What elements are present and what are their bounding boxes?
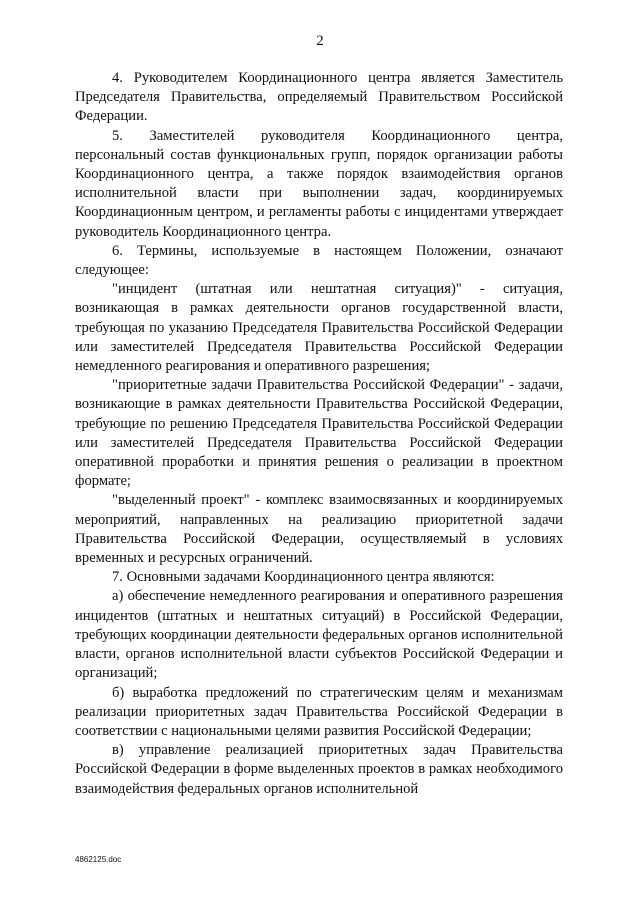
definition-dedicated-project: "выделенный проект" - комплекс взаимосвязанных и координируемых мероприятий, направленных на реализацию приоритетной задачи Правительства Российской Федерации, осуществляемый в условиях временных и ресурсных ограничений.: [75, 492, 563, 567]
page-number: 2: [316, 33, 324, 49]
paragraph-5: 5. Заместителей руководителя Координационного центра, персональный состав функциональных групп, порядок организации работы Координационного центра, а также порядок взаимодействия органов исполнительной власти при выполнении задач, координируемых Координационным центром, и регламенты работы с инцидентами утверждает руководитель Координационного центра.: [75, 127, 563, 240]
item-a: а) обеспечение немедленного реагирования и оперативного разрешения инцидентов (штатных и нештатных ситуаций) в Российской Федерации, требующих координации деятельности федеральных органов исполнительной власти, органов исполнительной власти субъектов Российской Федерации и организаций;: [75, 588, 563, 682]
footer-file-code: 4862125.doc: [75, 855, 122, 864]
document-body: [75, 69, 563, 799]
definition-priority-tasks: "приоритетные задачи Правительства Российской Федерации" - задачи, возникающие в рамках деятельности Правительства Российской Федерации, требующие по решению Председателя Правительства Российской Федерации или заместителей Председателя Правительства Российской Федерации оперативной проработки и принятия решения о реализации в проектном формате;: [75, 377, 563, 490]
paragraph-6: 6. Термины, используемые в настоящем Положении, означают следующее:: [75, 242, 563, 279]
item-v: в) управление реализацией приоритетных задач Правительства Российской Федерации в форме выделенных проектов в рамках необходимого взаимодействия федеральных органов исполнительной: [75, 742, 563, 797]
paragraph-7: 7. Основными задачами Координационного центра являются:: [112, 569, 495, 586]
item-b: б) выработка предложений по стратегическим целям и механизмам реализации приоритетных задач Правительства Российской Федерации в соответствии с национальными целями развития Российской Федерации;: [75, 684, 563, 739]
definition-incident: "инцидент (штатная или нештатная ситуация)" - ситуация, возникающая в рамках деятельности органов государственной власти, требующая по указанию Председателя Правительства Российской Федерации или заместителей Председателя Правительства Российской Федерации немедленного реагирования и оперативного разрешения;: [75, 281, 563, 375]
paragraph-4: 4. Руководителем Координационного центра является Заместитель Председателя Правительства, определяемый Правительством Российской Федерации.: [75, 70, 563, 125]
